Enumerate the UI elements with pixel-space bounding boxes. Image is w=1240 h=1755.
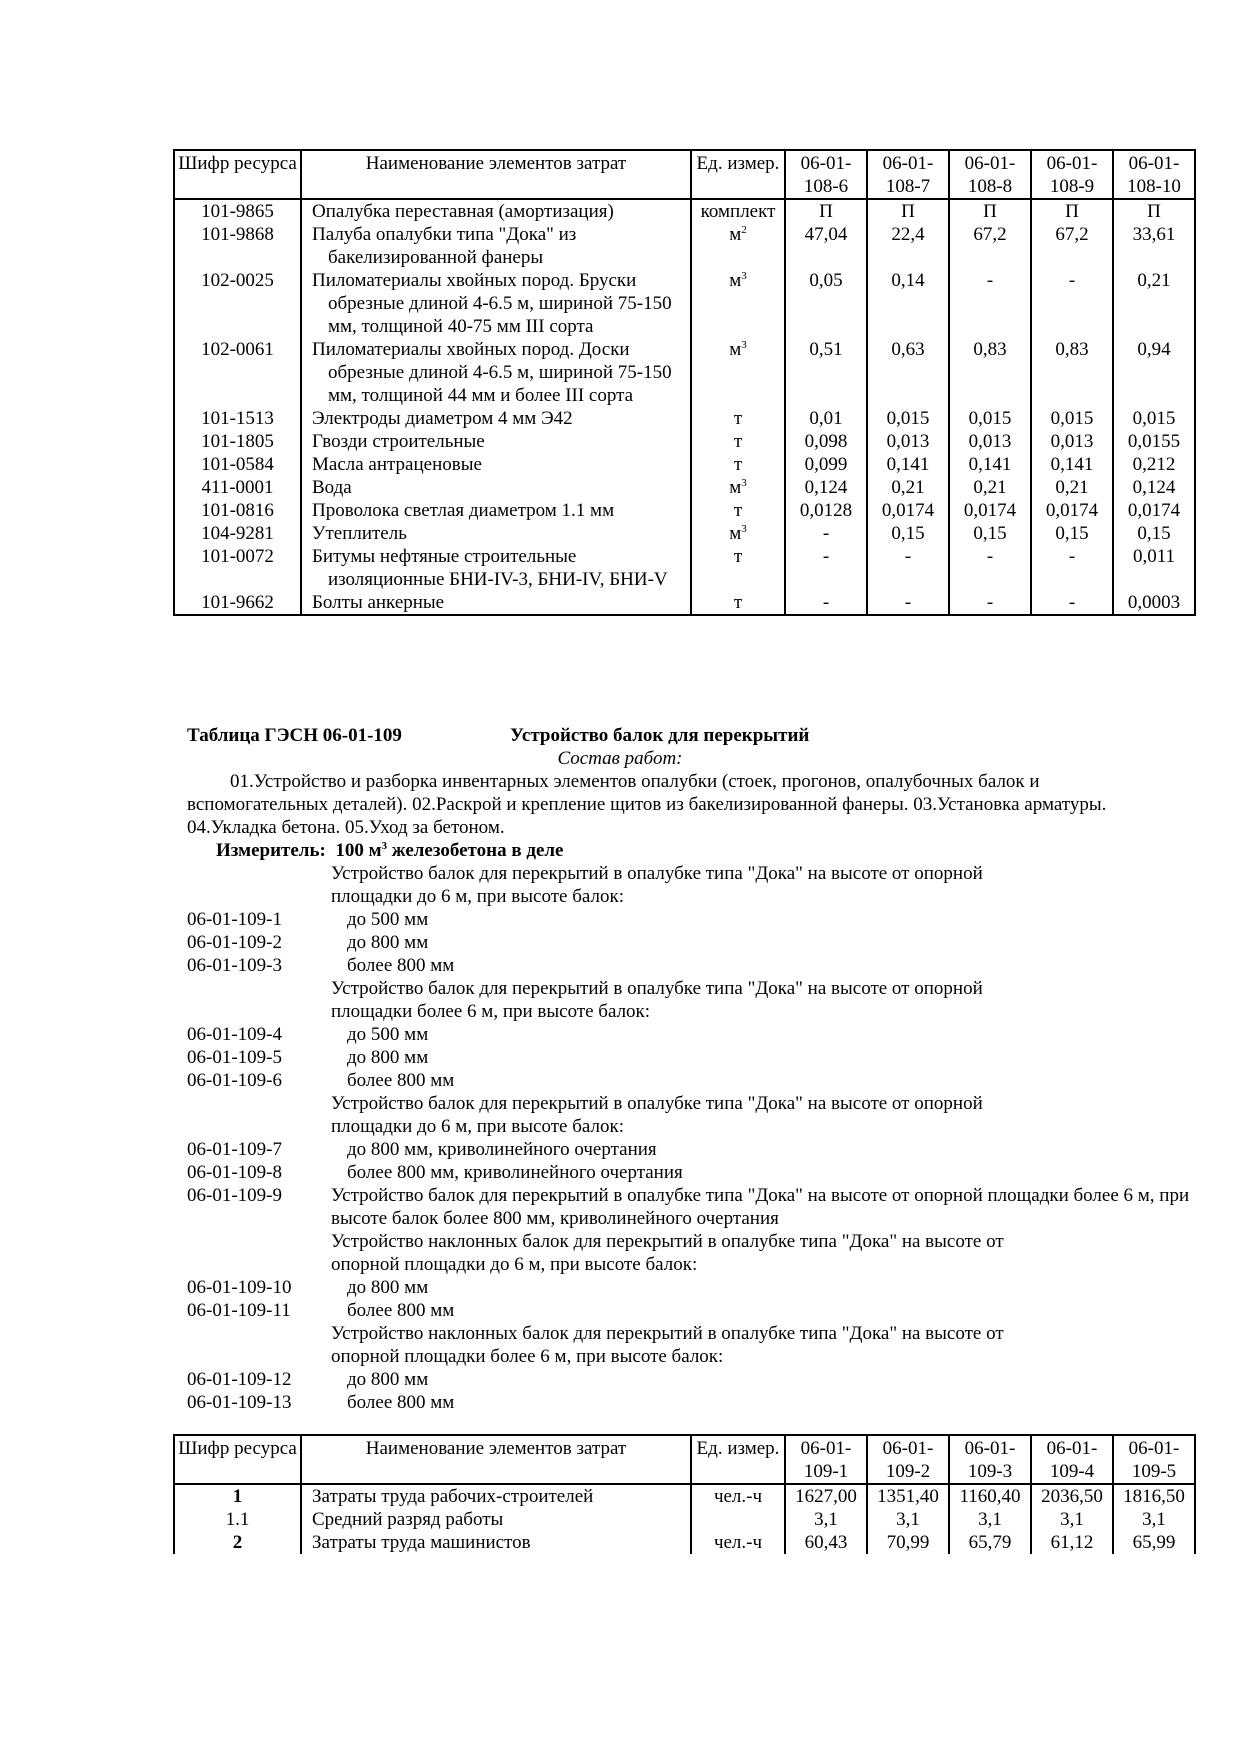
resource-unit: чел.-ч [691, 1531, 785, 1554]
resource-name: Опалубка переставная (амортизация) [301, 200, 691, 223]
norm-value: 1627,00 [785, 1484, 867, 1508]
meter-label: Измеритель: [216, 840, 326, 861]
resource-name: Электроды диаметром 4 мм Э42 [301, 407, 691, 430]
table-row [174, 223, 1195, 269]
norm-value: 0,124 [785, 476, 867, 499]
resource-unit: т [691, 545, 785, 591]
norm-value: 0,015 [867, 407, 949, 430]
col-header-norm: 06-01-108-9 [1031, 150, 1113, 199]
norm-value: - [785, 545, 867, 591]
norm-value: 0,01 [785, 407, 867, 430]
group-heading: Устройство наклонных балок для перекрытий в опалубке типа "Дока" на высоте от опорной площадки до 6 м, при высоте балок: [331, 1231, 1004, 1275]
table-row [174, 1484, 1195, 1508]
norm-code: 06-01-109-6 [187, 1070, 282, 1091]
col-header-unit: Ед. измер. [691, 1435, 785, 1484]
col-header-unit: Ед. измер. [691, 150, 785, 199]
resource-name: Средний разряд работы [301, 1508, 691, 1531]
col-header-norm: 06-01-108-10 [1113, 150, 1195, 199]
table-header-row [174, 150, 1195, 199]
col-header-code: Шифр ресурса [174, 150, 301, 199]
col-header-norm: 06-01-109-4 [1031, 1435, 1113, 1484]
col-header-norm: 06-01-108-7 [867, 150, 949, 199]
norm-label: более 800 мм [347, 1392, 455, 1413]
resource-table-109 [173, 1434, 1196, 1554]
resource-name: Гвозди строительные [301, 430, 691, 453]
norm-value: 0,15 [949, 522, 1031, 545]
col-header-norm: 06-01-109-1 [785, 1435, 867, 1484]
col-header-code: Шифр ресурса [174, 1435, 301, 1484]
norm-value: 1816,50 [1113, 1484, 1195, 1508]
norm-value: 0,83 [949, 338, 1031, 407]
norm-value: 0,141 [949, 453, 1031, 476]
col-header-norm: 06-01-108-8 [949, 150, 1031, 199]
norm-code: 06-01-109-1 [187, 909, 282, 930]
resource-unit: $м^3$ [691, 338, 785, 407]
resource-unit: т [691, 407, 785, 430]
norm-label: до 800 мм [347, 1277, 429, 1298]
resource-name: Пиломатериалы хвойных пород. Доски обрезные длиной 4-6.5 м, шириной 75-150 мм, толщиной 44 мм и более III сорта [301, 338, 691, 407]
norm-value: П [1113, 200, 1195, 223]
norm-label: до 800 мм [347, 1369, 429, 1390]
norm-value: 0,0174 [1113, 499, 1195, 522]
table-row [174, 269, 1195, 338]
norm-value: - [867, 591, 949, 615]
resource-code: 101-0816 [174, 499, 301, 522]
norm-value: 0,0174 [949, 499, 1031, 522]
group-heading: Устройство наклонных балок для перекрытий в опалубке типа "Дока" на высоте от опорной площадки более 6 м, при высоте балок: [331, 1323, 1004, 1367]
norm-value: 0,124 [1113, 476, 1195, 499]
resource-unit: $м^2$ [691, 223, 785, 269]
resource-unit: $м^3$ [691, 522, 785, 545]
norm-value: П [867, 200, 949, 223]
resource-unit: $м^3$ [691, 476, 785, 499]
table-label: Таблица ГЭСН 06-01-109 [187, 725, 402, 746]
resource-unit: $м^3$ [691, 269, 785, 338]
resource-code: 101-1805 [174, 430, 301, 453]
resource-code: 101-0072 [174, 545, 301, 591]
norm-value: - [949, 545, 1031, 591]
resource-unit: комплект [691, 200, 785, 223]
resource-code: 1 [174, 1484, 301, 1508]
norm-value: 0,21 [1113, 269, 1195, 338]
table-row [174, 522, 1195, 545]
norm-value: - [785, 591, 867, 615]
works-description: 01.Устройство и разборка инвентарных элементов опалубки (стоек, прогонов, опалубочных балок и вспомогательных деталей). 02.Раскрой и крепление щитов из бакелизированной фанеры. 03.Установка арматуры. 04.Укладка бетона. 05.Уход за бетоном. [187, 771, 1107, 838]
norm-value: 0,015 [1031, 407, 1113, 430]
table-row [174, 591, 1195, 615]
norm-value: 3,1 [949, 1508, 1031, 1531]
norm-code: 06-01-109-9 [187, 1185, 282, 1206]
resource-code: 102-0061 [174, 338, 301, 407]
resource-code: 102-0025 [174, 269, 301, 338]
norm-value: 0,14 [867, 269, 949, 338]
resource-name: Вода [301, 476, 691, 499]
group-heading: Устройство балок для перекрытий в опалубке типа "Дока" на высоте от опорной площадки до 6 м, при высоте балок: [331, 1093, 983, 1137]
norm-value: 3,1 [1113, 1508, 1195, 1531]
norm-value: 0,141 [867, 453, 949, 476]
col-header-norm: 06-01-109-2 [867, 1435, 949, 1484]
table-row [174, 476, 1195, 499]
norm-value: 67,2 [949, 223, 1031, 269]
table-row [174, 453, 1195, 476]
table-row [174, 200, 1195, 223]
norm-value: 65,79 [949, 1531, 1031, 1554]
resource-code: 101-9865 [174, 200, 301, 223]
norm-value: 0,015 [1113, 407, 1195, 430]
table-title: Устройство балок для перекрытий [510, 725, 810, 746]
resource-name: Затраты труда рабочих-строителей [301, 1484, 691, 1508]
norm-value: - [1031, 269, 1113, 338]
resource-name: Пиломатериалы хвойных пород. Бруски обрезные длиной 4-6.5 м, шириной 75-150 мм, толщиной 40-75 мм III сорта [301, 269, 691, 338]
col-header-name: Наименование элементов затрат [301, 1435, 691, 1484]
norm-value: 0,0003 [1113, 591, 1195, 615]
norm-value: 0,0174 [867, 499, 949, 522]
table-row [174, 338, 1195, 407]
norm-value: 0,099 [785, 453, 867, 476]
norm-label: до 800 мм [347, 932, 429, 953]
table-row [174, 1508, 1195, 1531]
meter-sup: 3 [381, 840, 388, 852]
norm-code: 06-01-109-10 [187, 1277, 292, 1298]
norm-value: 33,61 [1113, 223, 1195, 269]
norm-value: 0,83 [1031, 338, 1113, 407]
norm-value: - [867, 545, 949, 591]
norm-value: 67,2 [1031, 223, 1113, 269]
resource-name: Масла антраценовые [301, 453, 691, 476]
resource-name: Болты анкерные [301, 591, 691, 615]
norm-label: более 800 мм, криволинейного очертания [347, 1162, 683, 1183]
col-header-norm: 06-01-109-3 [949, 1435, 1031, 1484]
norm-label: более 800 мм [347, 955, 455, 976]
resource-code: 1.1 [174, 1508, 301, 1531]
norm-value: 22,4 [867, 223, 949, 269]
norm-code: 06-01-109-3 [187, 955, 282, 976]
norm-code: 06-01-109-2 [187, 932, 282, 953]
norm-label: до 800 мм, криволинейного очертания [347, 1139, 657, 1160]
norm-value: 0,94 [1113, 338, 1195, 407]
norm-value: 0,013 [867, 430, 949, 453]
norm-value: 0,21 [949, 476, 1031, 499]
norm-label: более 800 мм [347, 1070, 455, 1091]
resource-code: 411-0001 [174, 476, 301, 499]
norm-code: 06-01-109-7 [187, 1139, 282, 1160]
resource-code: 101-0584 [174, 453, 301, 476]
norm-value: 0,098 [785, 430, 867, 453]
resource-unit: чел.-ч [691, 1484, 785, 1508]
norm-code: 06-01-109-8 [187, 1162, 282, 1183]
col-header-norm: 06-01-109-5 [1113, 1435, 1195, 1484]
meter-value: 100 м [335, 840, 382, 861]
resource-name: Затраты труда машинистов [301, 1531, 691, 1554]
norm-value: 0,212 [1113, 453, 1195, 476]
resource-code: 2 [174, 1531, 301, 1554]
norm-label: до 800 мм [347, 1047, 429, 1068]
norm-value: 0,011 [1113, 545, 1195, 591]
resource-unit [691, 1508, 785, 1531]
resource-code: 101-9868 [174, 223, 301, 269]
resource-name: Битумы нефтяные строительные изоляционные БНИ-IV-3, БНИ-IV, БНИ-V [301, 545, 691, 591]
norm-value: 0,141 [1031, 453, 1113, 476]
norm-value: 0,51 [785, 338, 867, 407]
norm-value: - [1031, 545, 1113, 591]
norm-value: 0,15 [1113, 522, 1195, 545]
norm-value: 47,04 [785, 223, 867, 269]
group-heading: Устройство балок для перекрытий в опалубке типа "Дока" на высоте от опорной площадки до 6 м, при высоте балок: [331, 863, 983, 907]
norm-value: 0,15 [867, 522, 949, 545]
norm-code: 06-01-109-4 [187, 1024, 282, 1045]
table-row [174, 1531, 1195, 1554]
resource-code: 104-9281 [174, 522, 301, 545]
resource-name: Проволока светлая диаметром 1.1 мм [301, 499, 691, 522]
composition-heading: Состав работ: [557, 748, 683, 769]
resource-unit: т [691, 453, 785, 476]
table-header-row [174, 1435, 1195, 1484]
norm-value: 0,0128 [785, 499, 867, 522]
norm-code: 06-01-109-13 [187, 1392, 292, 1413]
norm-value: 0,0174 [1031, 499, 1113, 522]
norm-value: - [949, 269, 1031, 338]
meter-tail: железобетона в деле [391, 840, 564, 861]
norm-value: 3,1 [1031, 1508, 1113, 1531]
norm-value: П [1031, 200, 1113, 223]
norm-code: 06-01-109-11 [187, 1300, 291, 1321]
norm-value: 0,21 [867, 476, 949, 499]
resource-table-108 [173, 149, 1196, 616]
resource-name: Палуба опалубки типа "Дока" из бакелизированной фанеры [301, 223, 691, 269]
table-row [174, 499, 1195, 522]
col-header-norm: 06-01-108-6 [785, 150, 867, 199]
norm-label: до 500 мм [347, 909, 429, 930]
norm-value: 2036,50 [1031, 1484, 1113, 1508]
norm-value: П [949, 200, 1031, 223]
norm-value: П [785, 200, 867, 223]
table-row [174, 407, 1195, 430]
resource-unit: т [691, 430, 785, 453]
resource-unit: т [691, 591, 785, 615]
norm-value: 1160,40 [949, 1484, 1031, 1508]
norm-value: - [1031, 591, 1113, 615]
norm-value: 0,0155 [1113, 430, 1195, 453]
norm-value: 0,21 [1031, 476, 1113, 499]
norm-code: 06-01-109-12 [187, 1369, 292, 1390]
norm-code: 06-01-109-5 [187, 1047, 282, 1068]
norm-value: 0,05 [785, 269, 867, 338]
norm-label: до 500 мм [347, 1024, 429, 1045]
col-header-name: Наименование элементов затрат [301, 150, 691, 199]
norm-value: - [785, 522, 867, 545]
resource-name: Утеплитель [301, 522, 691, 545]
norm-value: 0,15 [1031, 522, 1113, 545]
norm-value: 61,12 [1031, 1531, 1113, 1554]
norm-value: 3,1 [785, 1508, 867, 1531]
norm-value: 0,63 [867, 338, 949, 407]
meter-line [216, 839, 563, 862]
group-heading: Устройство балок для перекрытий в опалубке типа "Дока" на высоте от опорной площадки более 6 м, при высоте балок более 800 мм, криволинейного очертания [331, 1185, 1190, 1229]
norm-value: 0,013 [949, 430, 1031, 453]
norm-label: более 800 мм [347, 1300, 455, 1321]
norm-value: 3,1 [867, 1508, 949, 1531]
table-row [174, 430, 1195, 453]
resource-code: 101-1513 [174, 407, 301, 430]
table-row [174, 545, 1195, 591]
norm-value: 1351,40 [867, 1484, 949, 1508]
norm-value: 60,43 [785, 1531, 867, 1554]
resource-code: 101-9662 [174, 591, 301, 615]
norm-value: 0,013 [1031, 430, 1113, 453]
group-heading: Устройство балок для перекрытий в опалубке типа "Дока" на высоте от опорной площадки более 6 м, при высоте балок: [331, 978, 983, 1022]
norm-value: 65,99 [1113, 1531, 1195, 1554]
resource-unit: т [691, 499, 785, 522]
norm-value: - [949, 591, 1031, 615]
norm-value: 0,015 [949, 407, 1031, 430]
norm-value: 70,99 [867, 1531, 949, 1554]
